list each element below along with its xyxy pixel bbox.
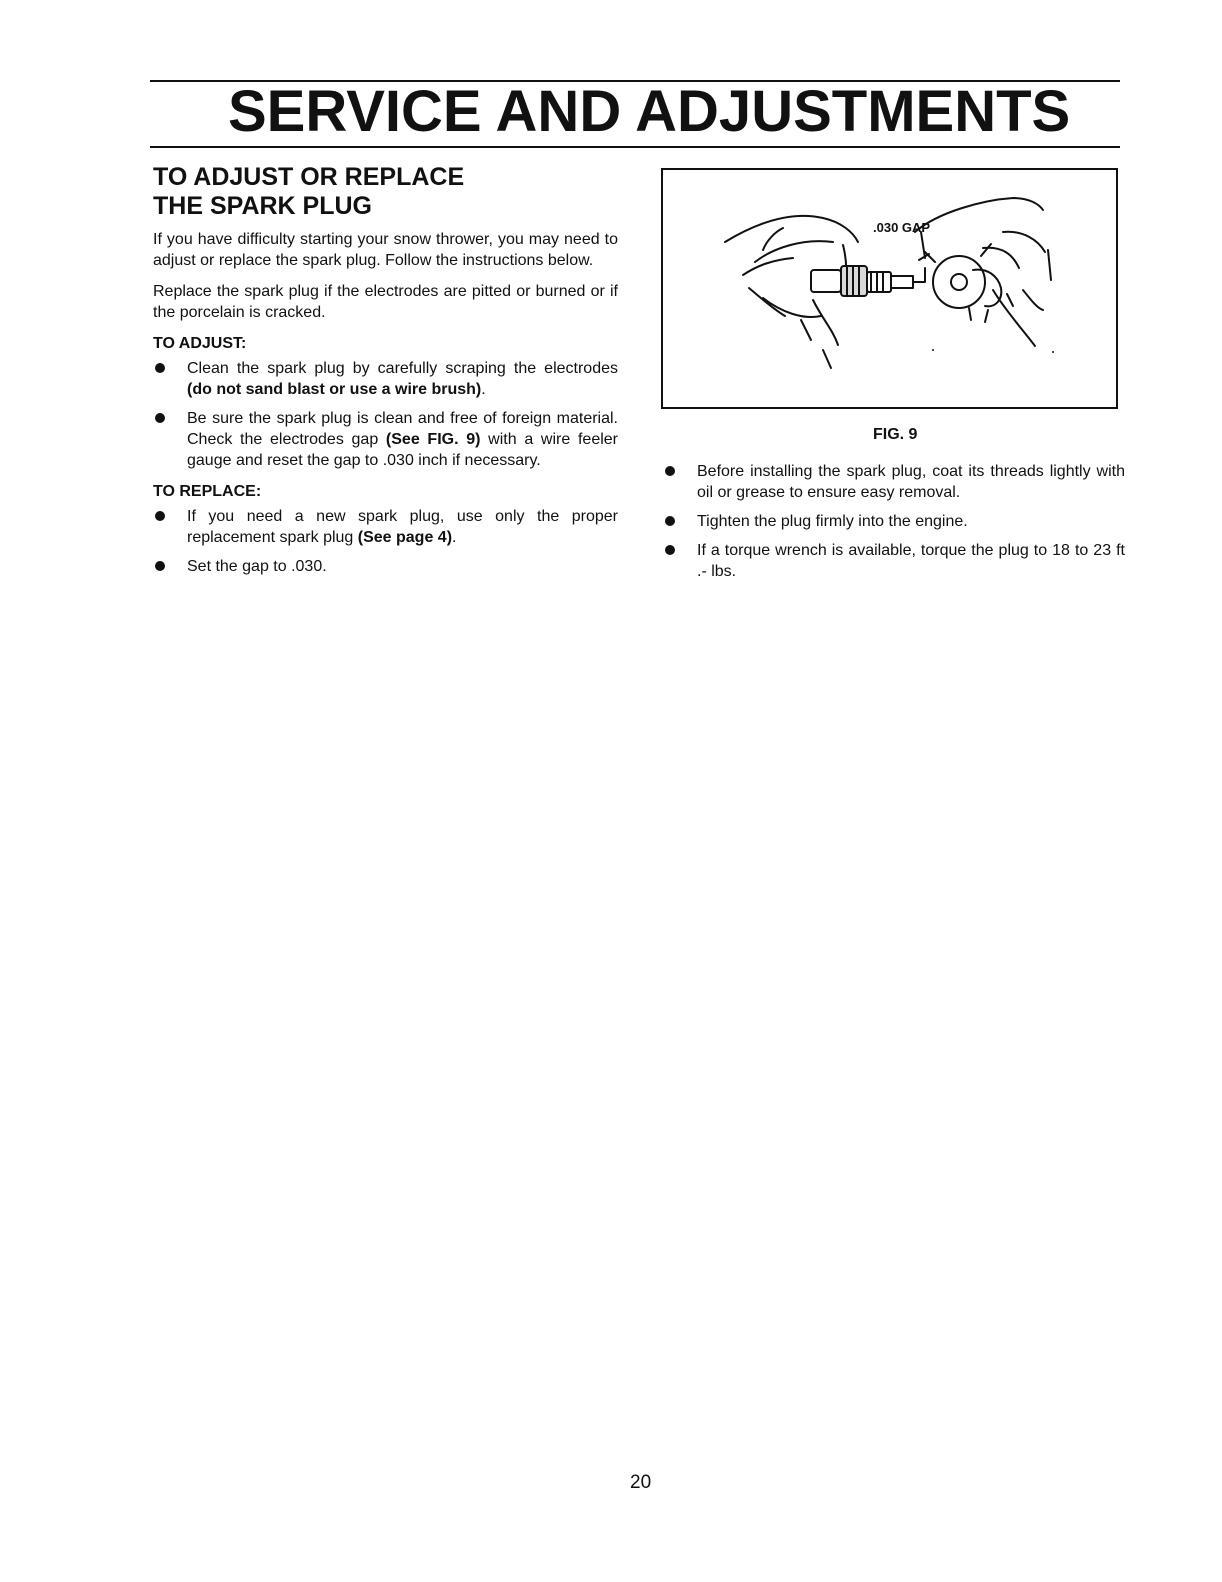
list-item bbox=[153, 358, 618, 400]
install-item-text: If a torque wrench is available, torque the plug to 18 to 23 ft .- lbs. bbox=[697, 542, 1125, 580]
page-header bbox=[150, 80, 1120, 148]
adjust-item1-bold: (do not sand blast or use a wire brush) bbox=[187, 381, 482, 398]
bullet-icon bbox=[155, 363, 165, 373]
bullet-icon bbox=[155, 561, 165, 571]
replace-item2-text: Set the gap to .030. bbox=[187, 558, 327, 575]
page-title: SERVICE AND ADJUSTMENTS bbox=[228, 79, 1071, 144]
install-item-text: Before installing the spark plug, coat its threads lightly with oil or grease to ensure easy removal. bbox=[697, 463, 1125, 501]
list-item bbox=[153, 408, 618, 471]
adjust-item2-text: Be sure the spark plug is clean and free of foreign material. Check the electrodes gap bbox=[187, 410, 618, 448]
install-item-text: Tighten the plug firmly into the engine. bbox=[697, 513, 968, 530]
replace-item1-text: If you need a new spark plug, use only the proper replacement spark plug bbox=[187, 508, 618, 546]
spark-plug-figure bbox=[661, 168, 1118, 409]
intro-paragraph: If you have difficulty starting your snow thrower, you may need to adjust or replace the spark plug. Follow the instructions below. bbox=[153, 231, 618, 269]
to-replace-list bbox=[153, 506, 618, 577]
right-column bbox=[663, 461, 1125, 590]
bullet-icon bbox=[665, 466, 675, 476]
list-item bbox=[153, 506, 618, 548]
replace-item1-end: . bbox=[452, 529, 457, 546]
adjust-item2-bold: (See FIG. 9) bbox=[385, 431, 481, 448]
section-title-line2: THE SPARK PLUG bbox=[153, 192, 372, 220]
spark-plug-illustration bbox=[663, 170, 1116, 407]
replace-item1-bold: (See page 4) bbox=[357, 529, 453, 546]
list-item bbox=[153, 556, 618, 577]
bullet-icon bbox=[155, 511, 165, 521]
bullet-icon bbox=[665, 545, 675, 555]
page-number: 20 bbox=[630, 1472, 652, 1493]
gap-label: .030 GAP bbox=[873, 220, 931, 235]
figure-caption: FIG. 9 bbox=[873, 426, 918, 443]
adjust-item2-end: with a wire feeler gauge and reset the gap to .030 inch if necessary. bbox=[187, 431, 618, 469]
list-item bbox=[663, 540, 1125, 582]
section-title bbox=[153, 163, 618, 221]
bullet-icon bbox=[155, 413, 165, 423]
bullet-icon bbox=[665, 516, 675, 526]
adjust-item1-text: Clean the spark plug by carefully scraping the electrodes bbox=[187, 360, 618, 377]
section-title-line1: TO ADJUST OR REPLACE bbox=[153, 163, 465, 191]
to-replace-heading: TO REPLACE: bbox=[153, 483, 262, 500]
left-column bbox=[153, 163, 618, 585]
installation-list bbox=[663, 461, 1125, 582]
list-item bbox=[663, 511, 1125, 532]
to-adjust-heading: TO ADJUST: bbox=[153, 335, 247, 352]
list-item bbox=[663, 461, 1125, 503]
replace-note-paragraph: Replace the spark plug if the electrodes are pitted or burned or if the porcelain is cracked. bbox=[153, 283, 618, 321]
adjust-item1-end: . bbox=[481, 381, 486, 398]
to-adjust-list bbox=[153, 358, 618, 471]
